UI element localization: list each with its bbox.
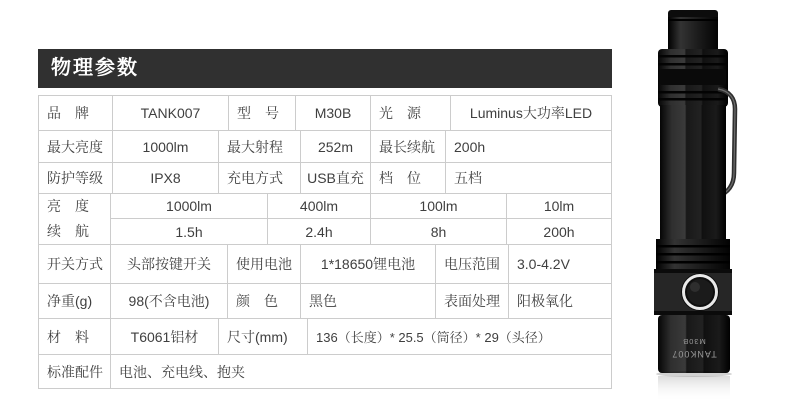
- runtime-value-1: 1.5h: [111, 219, 268, 244]
- modes-value: 五档: [454, 170, 482, 186]
- runtime-value-3: 8h: [371, 219, 507, 244]
- flashlight-head: [658, 315, 730, 373]
- finish-value: 阳极氧化: [517, 293, 573, 309]
- flashlight-reflection: [656, 371, 732, 402]
- flashlight-head-rings: [656, 239, 730, 269]
- table-row: [39, 245, 611, 284]
- model-label: 型 号: [229, 96, 296, 130]
- table-row: [39, 355, 611, 388]
- modes-label: 档 位: [371, 163, 446, 193]
- battery-label: 使用电池: [228, 245, 301, 283]
- size-value: 136（长度）* 25.5（筒径）* 29（头径）: [316, 330, 551, 345]
- brightness-row-label: 亮 度: [47, 198, 89, 214]
- weight-label: 净重(g): [39, 284, 111, 318]
- table-row: [39, 319, 611, 355]
- size-label: 尺寸(mm): [219, 319, 308, 354]
- flashlight-body: [660, 105, 726, 239]
- max-brightness-label: 最大亮度: [39, 131, 113, 162]
- max-runtime-label: 最长续航: [371, 131, 446, 162]
- flashlight-tailcap: [668, 10, 718, 52]
- brightness-value-3: 100lm: [371, 194, 507, 219]
- table-row: [39, 163, 611, 194]
- spec-table: [38, 95, 612, 389]
- brand-label: 品 牌: [39, 96, 113, 130]
- brand-value: TANK007: [113, 96, 229, 130]
- waterproof-value: IPX8: [113, 163, 219, 193]
- battery-value: 1*18650锂电池: [301, 245, 436, 283]
- brightness-value-4: 10lm: [507, 194, 611, 219]
- voltage-value: 3.0-4.2V: [517, 256, 570, 272]
- brightness-value-1: 1000lm: [111, 194, 268, 219]
- finish-label: 表面处理: [436, 284, 509, 318]
- voltage-label: 电压范围: [436, 245, 509, 283]
- table-row: [39, 284, 611, 319]
- material-value: T6061铝材: [111, 319, 219, 354]
- brightness-value-2: 400lm: [268, 194, 371, 219]
- runtime-row-label: 续 航: [47, 223, 89, 239]
- brightness-runtime-labels: [39, 194, 111, 244]
- flashlight-side-button: [681, 273, 719, 311]
- switch-label: 开关方式: [39, 245, 111, 283]
- section-title: 物理参数: [38, 49, 612, 88]
- switch-value: 头部按键开关: [111, 245, 228, 283]
- brightness-runtime-grid: [111, 194, 611, 244]
- max-brightness-value: 1000lm: [113, 131, 219, 162]
- flashlight-tail-rings: [658, 49, 728, 107]
- material-label: 材 料: [39, 319, 111, 354]
- charging-value: USB直充: [301, 163, 371, 193]
- color-value: 黑色: [301, 284, 436, 318]
- max-runtime-value: 200h: [454, 138, 486, 155]
- accessories-label: 标准配件: [39, 355, 111, 388]
- accessories-value: 电池、充电线、抱夹: [119, 363, 245, 380]
- charging-label: 充电方式: [219, 163, 301, 193]
- max-range-label: 最大射程: [219, 131, 301, 162]
- model-value: M30B: [296, 96, 371, 130]
- runtime-value-2: 2.4h: [268, 219, 371, 244]
- flashlight-product-image: [648, 5, 790, 405]
- waterproof-label: 防护等级: [39, 163, 113, 193]
- table-row: [39, 96, 611, 131]
- light-source-value: Luminus大功率LED: [469, 105, 593, 121]
- max-range-value: 252m: [301, 131, 371, 162]
- weight-value: 98(不含电池): [111, 284, 228, 318]
- flashlight-model-text: M30B: [682, 337, 706, 346]
- color-label: 颜 色: [228, 284, 301, 318]
- brightness-runtime-block: [39, 194, 611, 245]
- flashlight-brand-text: TANK007: [671, 349, 717, 359]
- light-source-label: 光 源: [371, 96, 451, 130]
- table-row: [39, 131, 611, 163]
- runtime-value-4: 200h: [543, 223, 575, 240]
